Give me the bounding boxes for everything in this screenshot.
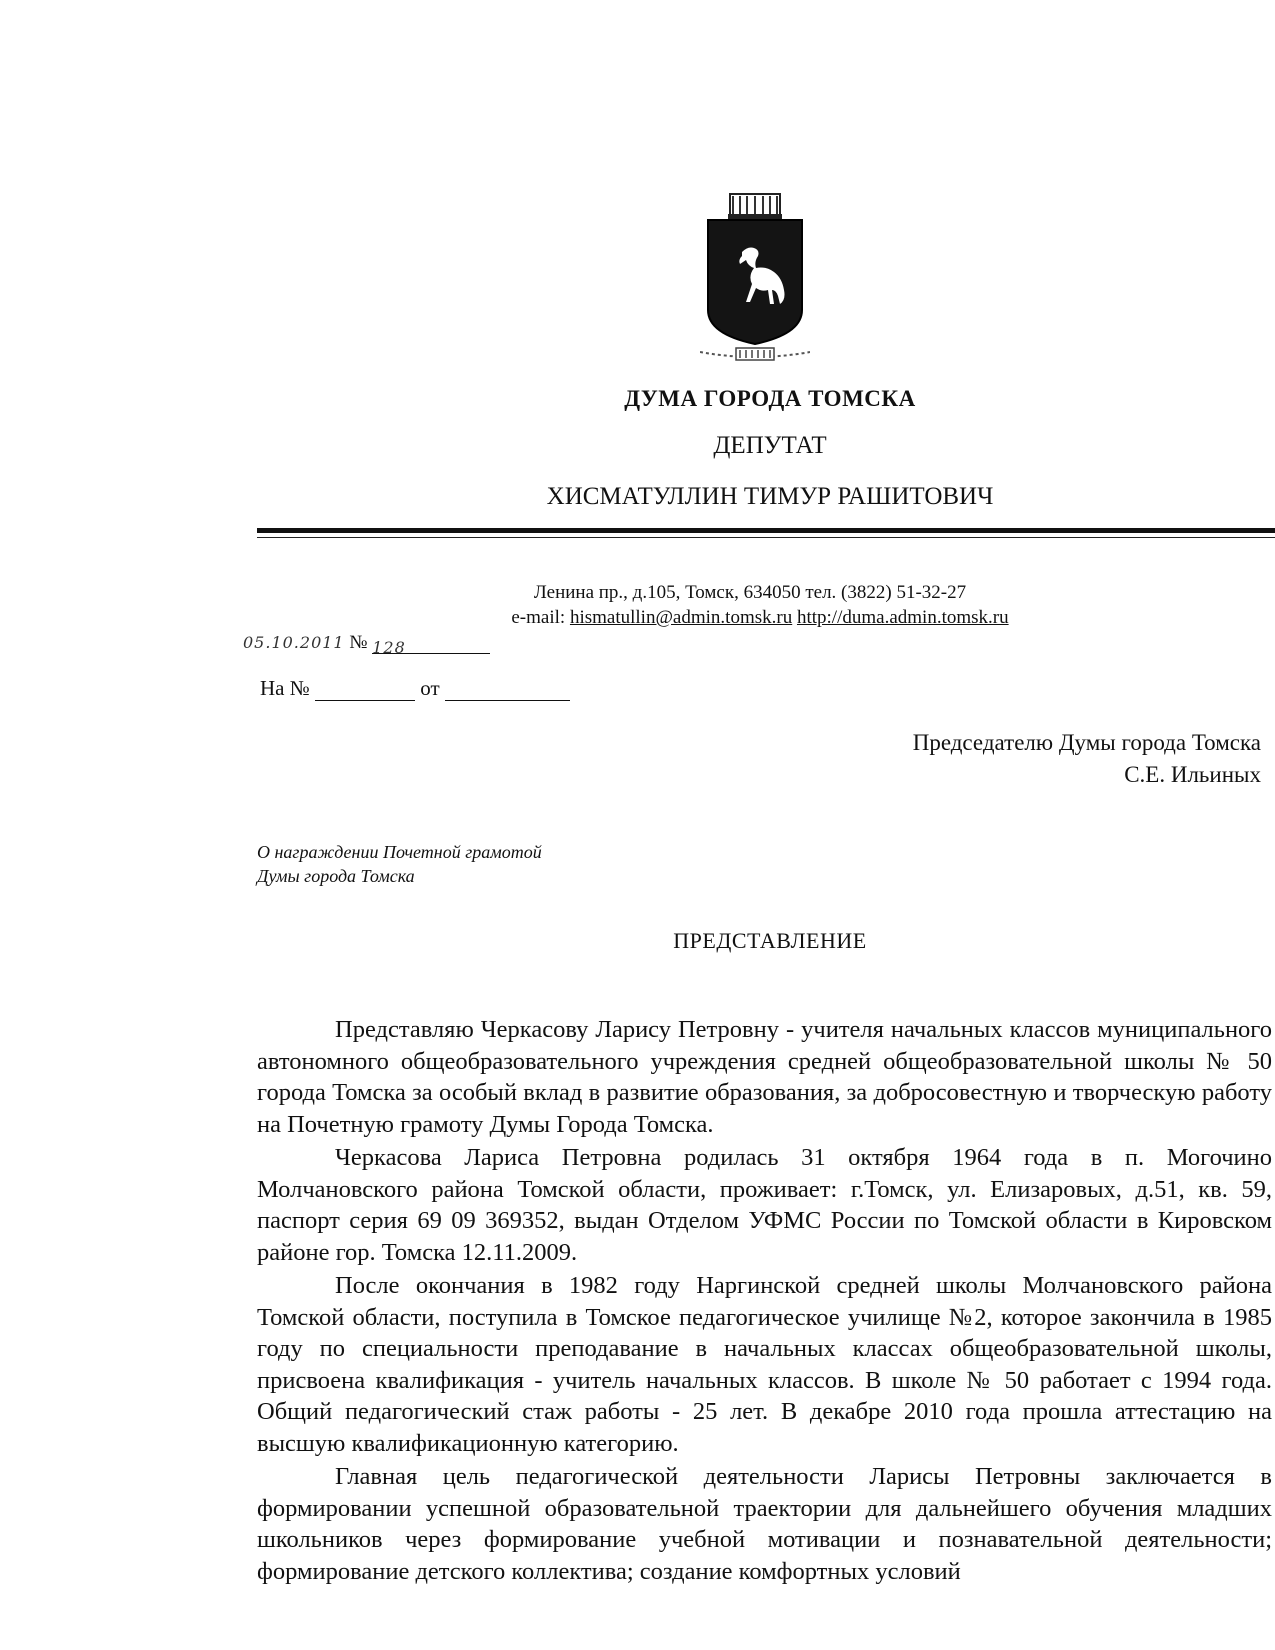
incoming-from-label: от [420,676,440,700]
body-paragraph: После окончания в 1982 году Наргинской средней школы Молчановского района Томской области, поступила в Томское педагогическое училище №2, которое закончила в 1985 году по специальности преподавание в начальных классах общеобразовательной школы, присвоена квалификация - учитель начальных классов. В школе № 50 работает с 1994 года. Общий педагогический стаж работы - 25 лет. В декабре 2010 года прошла аттестацию на высшую квалификационную категорию. [257,1272,1272,1457]
document-title: ПРЕДСТАВЛЕНИЕ [673,928,867,953]
handwritten-date: 05.10.2011 [243,633,345,652]
email-label: e-mail: [511,607,566,628]
contact-line [440,607,1080,629]
outgoing-number [243,632,490,657]
organization-name: ДУМА ГОРОДА ТОМСКА [624,386,916,411]
recipient-name: С.Е. Ильиных [1124,762,1261,787]
email-link[interactable]: hismatullin@admin.tomsk.ru [569,607,793,628]
header-divider [257,528,1275,533]
incoming-reference [260,676,570,701]
number-label: № [349,632,368,653]
incoming-number-blank [315,682,415,701]
handwritten-number: 128 [372,638,406,657]
incoming-number-label: На № [260,676,310,700]
incoming-date-blank [445,682,570,701]
recipient-block [913,727,1261,791]
subject-line-1: О награждении Почетной грамотой [257,842,542,862]
body-paragraph: Представляю Черкасову Ларису Петровну - учителя начальных классов муниципального автономного общеобразовательного учреждения средней общеобразовательной школы № 50 города Томска за особый вклад в развитие образования, за добросовестную и творческую работу на Почетную грамоту Думы Города Томска. [257,1016,1272,1138]
website-link[interactable]: http://duma.admin.tomsk.ru [796,607,1009,628]
tomsk-coat-of-arms-emblem [700,192,810,372]
subject-block [257,840,542,888]
deputy-name: ХИСМАТУЛЛИН ТИМУР РАШИТОВИЧ [546,483,994,510]
document-body [257,1014,1272,1587]
recipient-title: Председателю Думы города Томска [912,730,1261,755]
body-paragraph: Главная цель педагогической деятельности Ларисы Петровны заключается в формировании успешной образовательной траектории для дальнейшего обучения младших школьников через формирование учебной мотивации и познавательной деятельности; формирование детского коллектива; создание комфортных условий [257,1463,1272,1585]
header-divider-thin [257,537,1275,538]
position-title: ДЕПУТАТ [713,432,827,459]
address-line: Ленина пр., д.105, Томск, 634050 тел. (3822) 51-32-27 [533,582,967,603]
body-paragraph: Черкасова Лариса Петровна родилась 31 октября 1964 года в п. Могочино Молчановского района Томской области, проживает: г.Томск, ул. Елизаровых, д.51, кв. 59, паспорт серия 69 09 369352, выдан Отделом УФМС России по Томской области в Кировском районе гор. Томска 12.11.2009. [257,1144,1272,1266]
subject-line-2: Думы города Томска [257,866,415,886]
